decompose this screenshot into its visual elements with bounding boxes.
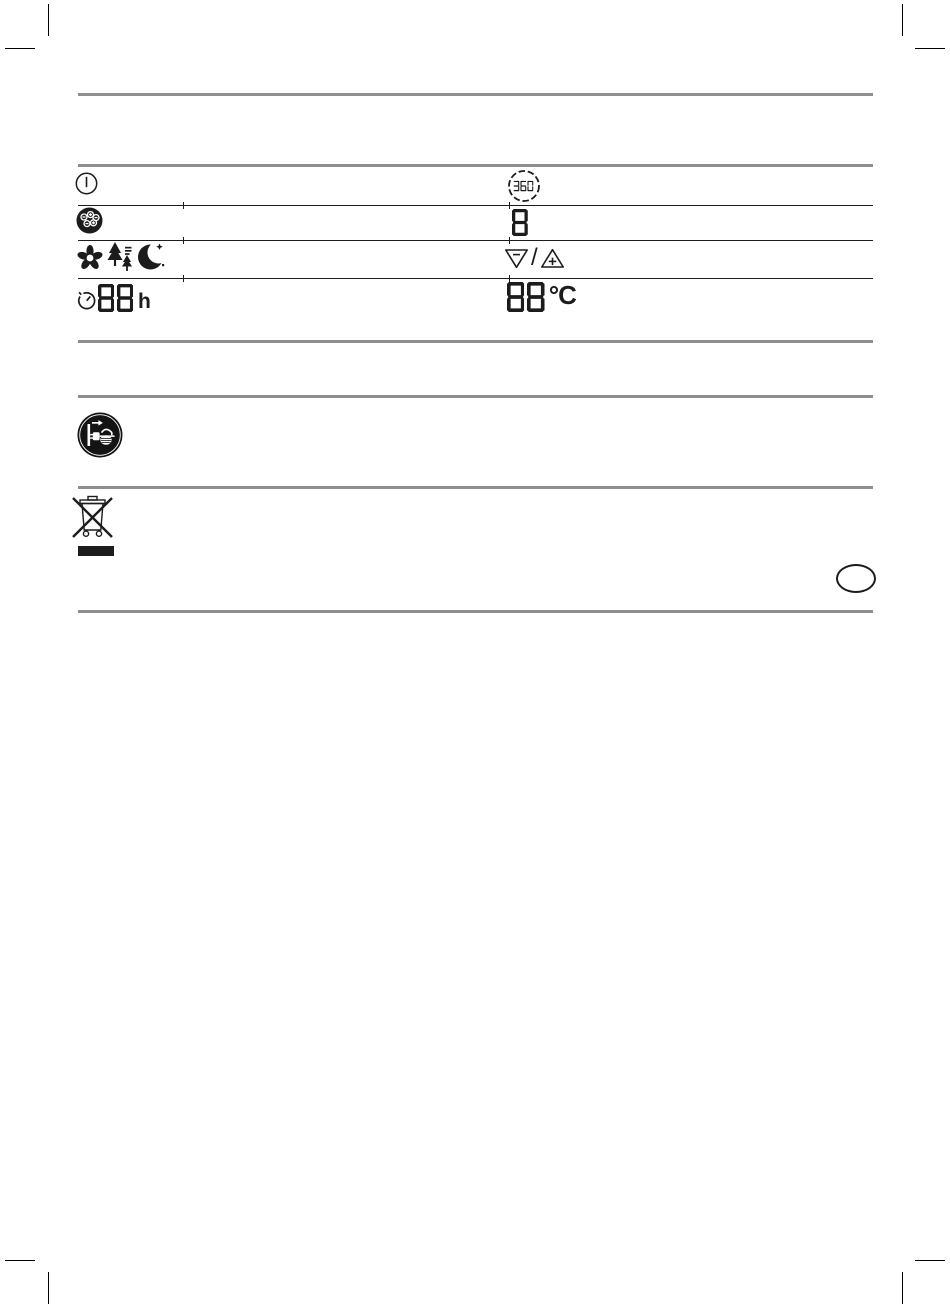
slash-separator: / xyxy=(531,244,538,271)
timer-display xyxy=(98,284,151,312)
table-row-line xyxy=(78,205,873,206)
crop-mark-top-right-v xyxy=(902,4,903,36)
ionizer-icon xyxy=(76,207,103,234)
crop-mark-top-right-h xyxy=(915,48,945,49)
timer-hours-display xyxy=(98,284,136,312)
crop-mark-bottom-right-v xyxy=(902,1272,903,1304)
minus-triangle-icon xyxy=(504,248,529,269)
table-column-tick xyxy=(183,202,184,209)
plus-triangle-icon xyxy=(540,248,565,269)
oval-outline xyxy=(836,564,876,593)
table-row-line xyxy=(78,240,873,241)
unplug-mandatory-icon xyxy=(77,412,123,458)
crop-mark-bottom-left-v xyxy=(48,1272,49,1304)
timer-unit-label: h xyxy=(138,290,151,313)
rotation-360-badge-icon xyxy=(507,169,541,203)
rotation-degrees-display xyxy=(513,181,534,192)
temperature-display xyxy=(507,282,576,312)
power-icon xyxy=(75,172,98,195)
weee-crossed-bin-icon xyxy=(72,495,113,541)
table-column-tick xyxy=(183,275,184,282)
section-rule xyxy=(78,395,873,398)
table-column-tick xyxy=(509,275,510,282)
section-rule xyxy=(78,340,873,343)
section-rule xyxy=(78,93,873,96)
crop-mark-bottom-left-h xyxy=(5,1260,35,1261)
section-rule xyxy=(78,486,873,489)
fan-icon xyxy=(76,244,104,272)
pine-trees-icon xyxy=(106,242,133,273)
table-column-tick xyxy=(509,237,510,244)
section-rule xyxy=(78,610,873,613)
table-column-tick xyxy=(183,237,184,244)
speed-level-display xyxy=(512,209,530,236)
table-column-tick xyxy=(509,202,510,209)
timer-icon xyxy=(76,288,97,310)
crop-mark-top-left-h xyxy=(5,48,35,49)
temperature-value-display xyxy=(507,282,548,312)
crop-mark-top-left-v xyxy=(48,4,49,36)
temperature-unit-label: °C xyxy=(548,280,576,310)
temperature-adjust-symbols xyxy=(504,246,565,270)
section-rule xyxy=(78,164,873,167)
moon-icon xyxy=(138,242,166,271)
crop-mark-bottom-right-h xyxy=(915,1260,945,1261)
table-row-line xyxy=(78,278,873,279)
weee-black-bar xyxy=(78,546,114,556)
